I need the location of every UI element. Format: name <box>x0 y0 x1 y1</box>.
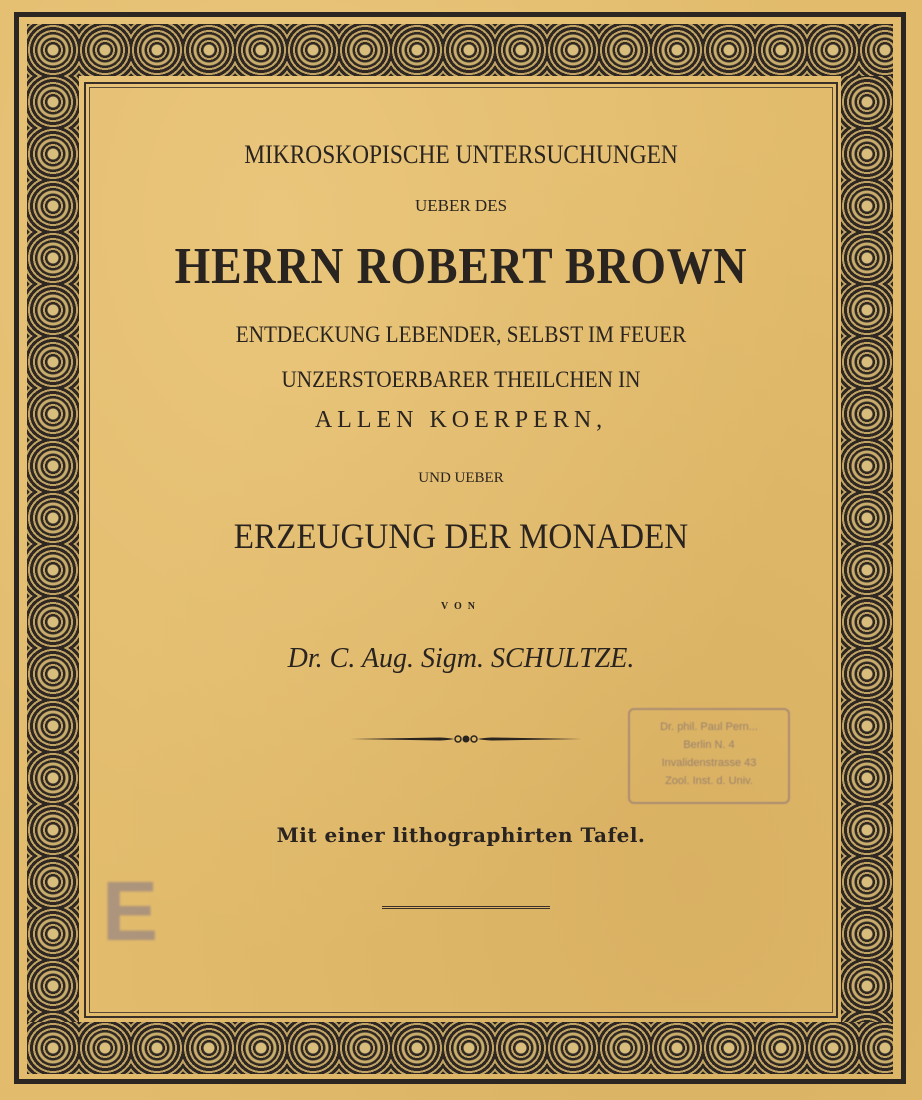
author-name <box>0 643 922 675</box>
main-title: HERRN ROBERT BROWN <box>174 238 748 295</box>
author-surname: SCHULTZE. <box>490 643 635 674</box>
stamp-line-2: Berlin N. 4 <box>683 739 735 751</box>
ornamental-divider-icon <box>350 735 582 743</box>
author-initial: C. <box>329 643 356 674</box>
author-dr: Dr. <box>287 643 323 674</box>
subtitle-line-3: ALLEN KOERPERN, <box>314 407 608 433</box>
secondary-title: ERZEUGUNG DER MONADEN <box>233 516 689 556</box>
ornamental-border-top <box>27 24 893 76</box>
ornamental-border-bottom <box>27 1022 893 1074</box>
connector-line: UND UEBER <box>418 470 504 486</box>
stamp-line-3: Invalidenstrasse 43 <box>661 757 757 769</box>
letter-stamp: E <box>102 864 159 958</box>
author-aug: Aug. <box>361 643 414 674</box>
stamp-line-4: Zool. Inst. d. Univ. <box>665 775 753 787</box>
title-line-2: UEBER DES <box>414 196 508 215</box>
subtitle-line-2: UNZERSTOERBARER THEILCHEN IN <box>281 367 641 392</box>
library-stamp <box>628 708 790 804</box>
plate-note: Mit einer lithographirten Tafel. <box>276 823 646 847</box>
title-line-1: MIKROSKOPISCHE UNTERSUCHUNGEN <box>244 140 678 169</box>
bottom-rule <box>382 906 550 909</box>
by-line: VON <box>440 601 482 612</box>
stamp-line-1: Dr. phil. Paul Pern... <box>660 721 758 733</box>
subtitle-line-1: ENTDECKUNG LEBENDER, SELBST IM FEUER <box>235 322 687 347</box>
author-sigm: Sigm. <box>420 643 484 674</box>
